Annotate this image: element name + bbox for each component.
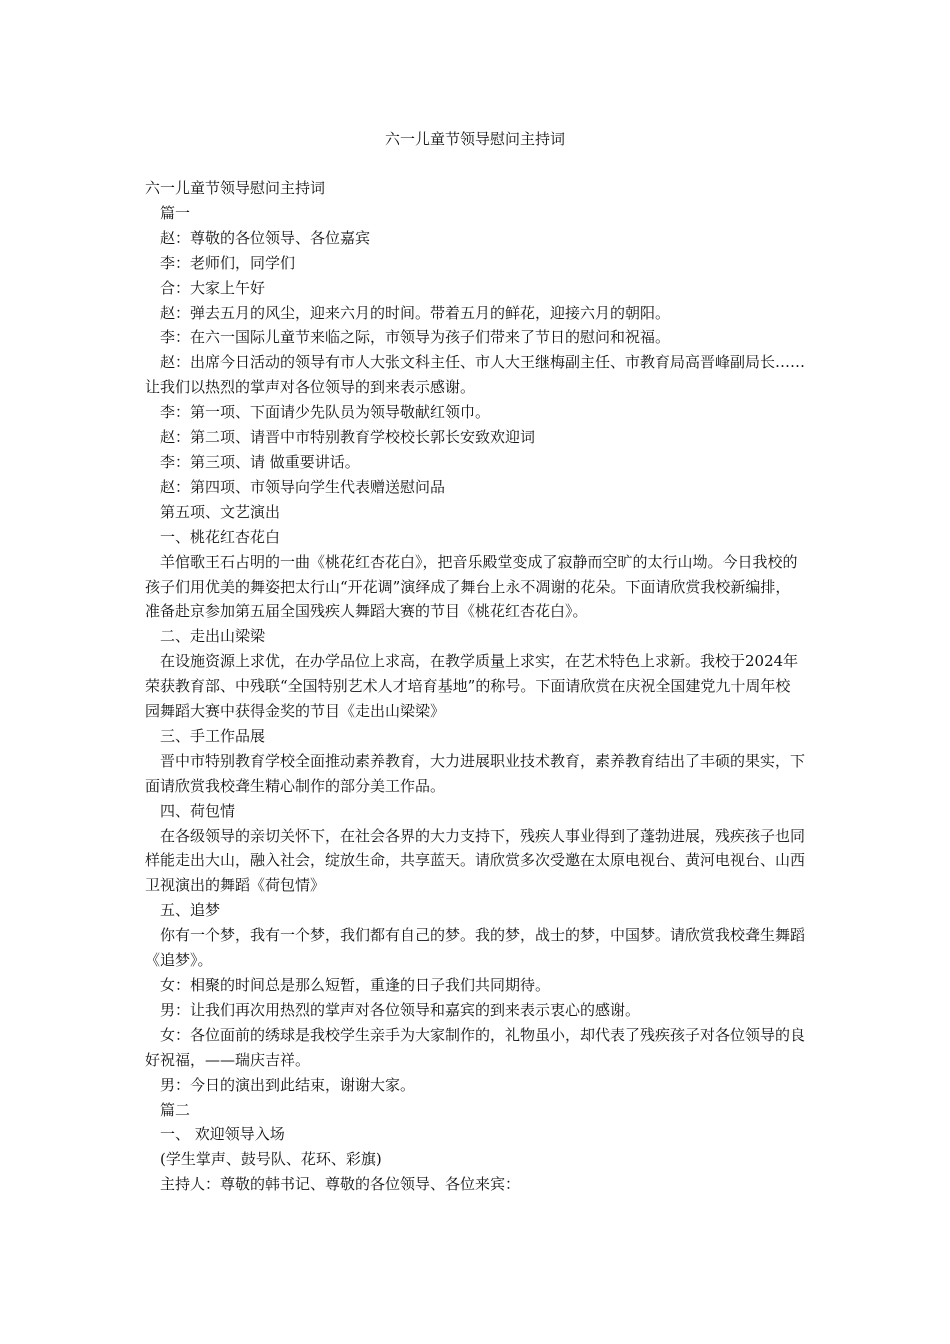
stage-direction: (学生掌声、鼓号队、花环、彩旗) (160, 1150, 382, 1169)
dialogue-line: 赵：弹去五月的风尘，迎来六月的时间。带着五月的鲜花，迎接六月的朝阳。 (160, 303, 671, 322)
dialogue-line: 男：今日的演出到此结束，谢谢大家。 (160, 1075, 416, 1094)
dialogue-line: 赵：出席今日活动的领导有市人大张文科主任、市人大王继梅副主任、市教育局高晋峰副局长…… 让我们以热烈的掌声对各位领导的到来表示感谢。 (145, 353, 806, 397)
program-item-heading: 一、 欢迎领导入场 (160, 1125, 285, 1144)
dialogue-line: 李：在六一国际儿童节来临之际，市领导为孩子们带来了节日的慰问和祝福。 (160, 328, 671, 347)
dialogue-line: 主持人：尊敬的韩书记、尊敬的各位领导、各位来宾： (160, 1175, 521, 1194)
program-item-heading: 四、荷包情 (160, 801, 236, 820)
program-item-heading: 五、追梦 (160, 901, 221, 920)
dialogue-line: 李：第三项、请 做重要讲话。 (160, 452, 360, 471)
section-label: 篇二 (160, 1100, 191, 1119)
dialogue-line: 赵：第四项、市领导向学生代表赠送慰问品 (160, 477, 446, 496)
document-body (145, 176, 805, 1197)
dialogue-line: 男：让我们再次用热烈的掌声对各位领导和嘉宾的到来表示衷心的感谢。 (160, 1000, 641, 1019)
dialogue-line: 合：大家上午好 (160, 278, 266, 297)
dialogue-line: 女：各位面前的绣球是我校学生亲手为大家制作的，礼物虽小，却代表了残疾孩子对各位领导的良好祝福，——瑞庆吉祥。 (145, 1025, 806, 1069)
program-item-text: 你有一个梦，我有一个梦，我们都有自己的梦。我的梦，战士的梦，中国梦。请欣赏我校聋生舞蹈《追梦》。 (145, 926, 806, 970)
document-title: 六一儿童节领导慰问主持词 (384, 130, 565, 148)
dialogue-line: 李：第一项、下面请少先队员为领导敬献红领巾。 (160, 403, 491, 422)
dialogue-line: 赵：尊敬的各位领导、各位嘉宾 (160, 228, 371, 247)
program-item-heading: 第五项、文艺演出 (160, 502, 281, 521)
document-heading: 六一儿童节领导慰问主持词 (145, 179, 326, 197)
program-item-text: 晋中市特别教育学校全面推动素养教育，大力进展职业技术教育，素养教育结出了丰硕的果实，下面请欣赏我校聋生精心制作的部分美工作品。 (145, 751, 806, 795)
section-label: 篇一 (160, 203, 191, 222)
program-item-heading: 二、走出山梁梁 (160, 627, 266, 646)
dialogue-line: 赵：第二项、请晋中市特别教育学校校长郭长安致欢迎词 (160, 428, 536, 447)
program-item-text: 羊倌歌王石占明的一曲《桃花红杏花白》，把音乐殿堂变成了寂静而空旷的太行山坳。今日我校的孩子们用优美的舞姿把太行山“开花调”演绎成了舞台上永不凋谢的花朵。下面请欣赏我校新编排，准备赴京参加第五届全国残疾人舞蹈大赛的节目《桃花红杏花白》。 (145, 552, 798, 621)
program-item-text: 在设施资源上求优，在办学品位上求高，在教学质量上求实，在艺术特色上求新。我校于2024年荣获教育部、中残联“全国特别艺术人才培育基地”的称号。下面请欣赏在庆祝全国建党九十周年校园舞蹈大赛中获得金奖的节目《走出山梁梁》 (145, 652, 799, 721)
program-item-heading: 一、桃花红杏花白 (160, 527, 281, 546)
program-item-text: 在各级领导的亲切关怀下，在社会各界的大力支持下，残疾人事业得到了蓬勃进展，残疾孩子也同样能走出大山，融入社会，绽放生命，共享蓝天。请欣赏多次受邀在太原电视台、黄河电视台、山西卫视演出的舞蹈《荷包情》 (145, 826, 806, 895)
dialogue-line: 女：相聚的时间总是那么短暂，重逢的日子我们共同期待。 (160, 976, 551, 994)
program-item-heading: 三、手工作品展 (160, 726, 266, 745)
dialogue-line: 李：老师们，同学们 (160, 253, 296, 272)
